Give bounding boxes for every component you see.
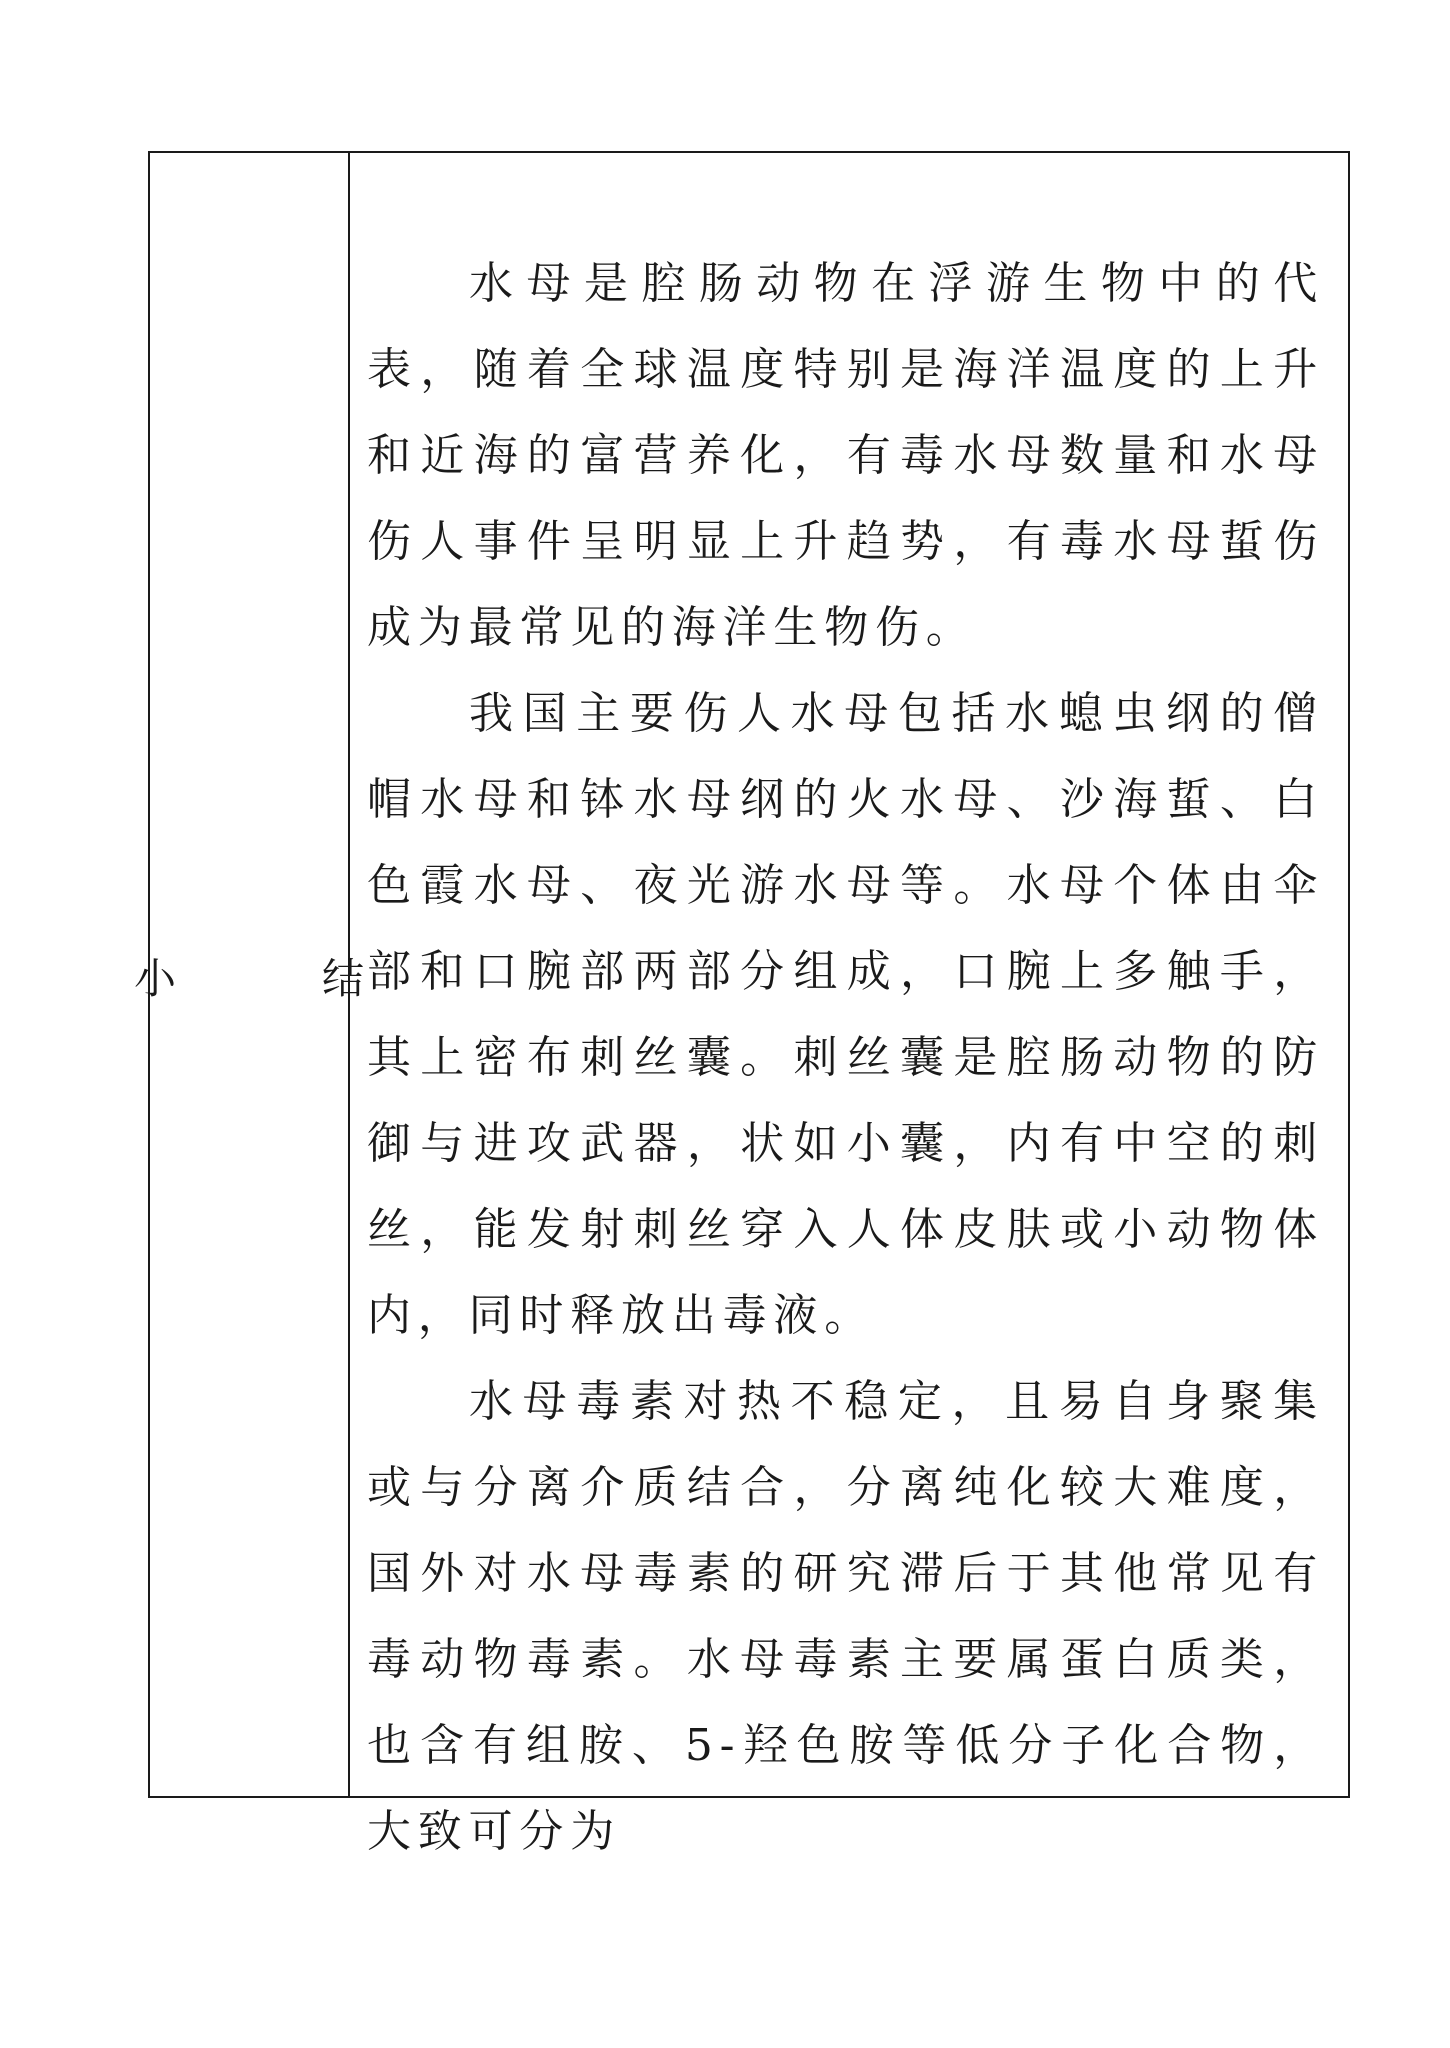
content-cell [350, 153, 1348, 1857]
summary-label: 小 结 [134, 953, 417, 1003]
label-cell [134, 153, 417, 1796]
paragraph-jellyfish-toxins: 水母毒素对热不稳定，且易自身聚集或与分离介质结合，分离纯化较大难度，国外对水母毒素的研究滞后于其他常见有毒动物毒素。水母毒素主要属蛋白质类，也含有组胺、5-羟色胺等低分子化合物，大致可分为 [367, 1376, 1324, 1857]
paragraph-jellyfish-overview: 水母是腔肠动物在浮游生物中的代表，随着全球温度特别是海洋温度的上升和近海的富营养化，有毒水母数量和水母伤人事件呈明显上升趋势，有毒水母蜇伤成为最常见的海洋生物伤。 [367, 258, 1324, 653]
summary-table [134, 151, 1350, 1857]
paragraph-jellyfish-species: 我国主要伤人水母包括水螅虫纲的僧帽水母和钵水母纲的火水母、沙海蜇、白色霞水母、夜光游水母等。水母个体由伞部和口腕部两部分组成，口腕上多触手，其上密布刺丝囊。刺丝囊是腔肠动物的防御与进攻武器，状如小囊，内有中空的刺丝，能发射刺丝穿入人体皮肤或小动物体内，同时释放出毒液。 [367, 688, 1324, 1341]
